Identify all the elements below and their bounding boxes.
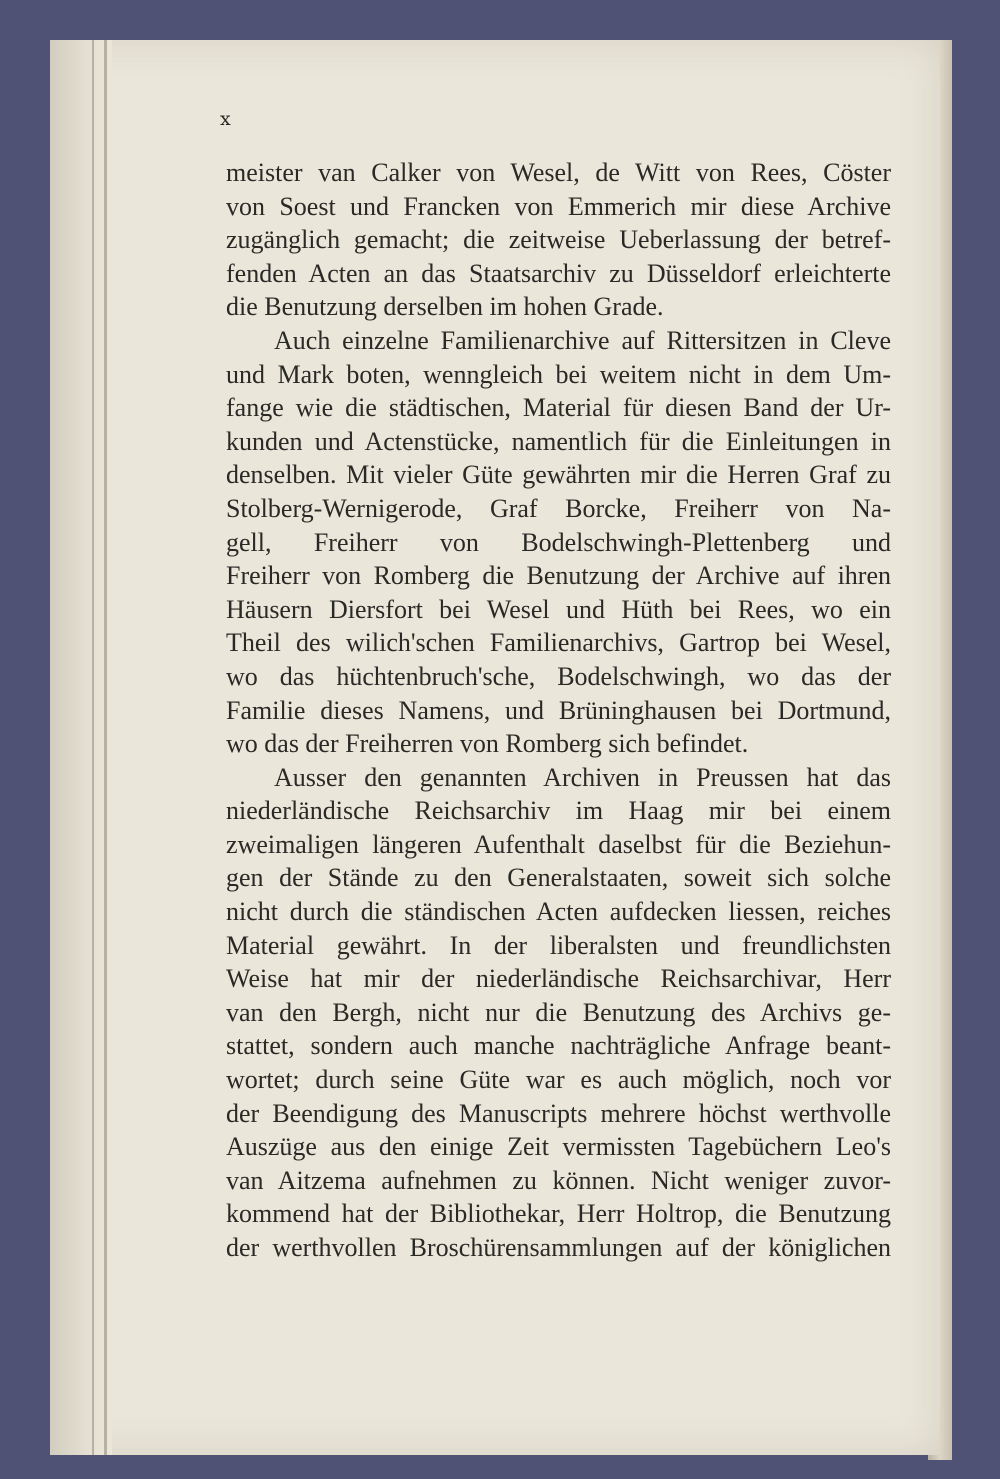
gutter-line <box>104 40 107 1455</box>
text-line: Ausser den genannten Archiven in Preussen hat das <box>274 762 891 792</box>
body-text <box>226 156 891 1265</box>
text-line: kommend hat der Bibliothekar, Herr Holtrop, die Benutzung <box>226 1199 891 1229</box>
text-line: gen der Stände zu den Generalstaaten, soweit sich solche <box>226 863 891 893</box>
text-line: Theil des wilich'schen Familienarchivs, Gartrop bei Wesel, <box>226 628 891 658</box>
text-line: wortet; durch seine Güte war es auch möglich, noch vor <box>226 1065 891 1095</box>
text-line: Freiherr von Romberg die Benutzung der Archive auf ihren <box>226 561 891 591</box>
text-line: meister van Calker von Wesel, de Witt von Rees, Cöster <box>226 158 891 187</box>
text-line: und Mark boten, wenngleich bei weitem nicht in dem Um- <box>226 359 891 389</box>
text-line: der Beendigung des Manuscripts mehrere höchst werthvolle <box>226 1098 891 1128</box>
text-line: der werthvollen Broschürensammlungen auf der königlichen <box>226 1233 891 1262</box>
text-line: von Soest und Francken von Emmerich mir diese Archive <box>226 191 891 221</box>
text-line: denselben. Mit vieler Güte gewährten mir die Herren Graf zu <box>226 460 891 490</box>
text-line: fenden Acten an das Staatsarchiv zu Düsseldorf erleichterte <box>226 258 891 288</box>
text-line: stattet, sondern auch manche nachträgliche Anfrage beant- <box>226 1031 891 1061</box>
page-gutter <box>50 40 112 1455</box>
text-line: niederländische Reichsarchiv im Haag mir bei einem <box>226 796 891 826</box>
text-line: Auszüge aus den einige Zeit vermissten Tagebüchern Leo's <box>226 1132 891 1162</box>
text-line: wo das der Freiherren von Romberg sich befindet. <box>226 729 749 759</box>
text-line: gell, Freiherr von Bodelschwingh-Plettenberg und <box>226 527 891 557</box>
text-line: zugänglich gemacht; die zeitweise Ueberlassung der betref- <box>226 225 891 255</box>
text-line: kunden und Actenstücke, namentlich für die Einleitungen in <box>226 426 891 456</box>
gutter-line <box>92 40 94 1455</box>
text-line: Familie dieses Namens, und Brüninghausen bei Dortmund, <box>226 695 891 725</box>
text-line: van Aitzema aufnehmen zu können. Nicht weniger zuvor- <box>226 1165 891 1195</box>
text-line: van den Bergh, nicht nur die Benutzung des Archivs ge- <box>226 997 891 1027</box>
text-line: wo das hüchtenbruch'sche, Bodelschwingh, wo das der <box>226 661 891 691</box>
text-line: Material gewährt. In der liberalsten und freundlichsten <box>226 930 891 960</box>
text-line: nicht durch die ständischen Acten aufdecken liessen, reiches <box>226 897 891 927</box>
text-line: Weise hat mir der niederländische Reichsarchivar, Herr <box>226 964 891 994</box>
text-line: Stolberg-Wernigerode, Graf Borcke, Freiherr von Na- <box>226 493 891 523</box>
text-line: fange wie die städtischen, Material für diesen Band der Ur- <box>226 393 891 423</box>
page-number: x <box>220 108 231 130</box>
text-line: Auch einzelne Familienarchive auf Rittersitzen in Cleve <box>274 325 891 355</box>
text-line: zweimaligen längeren Aufenthalt daselbst für die Beziehun- <box>226 829 891 859</box>
text-line: Häusern Diersfort bei Wesel und Hüth bei Rees, wo ein <box>226 594 891 624</box>
text-line: die Benutzung derselben im hohen Grade. <box>226 292 664 322</box>
